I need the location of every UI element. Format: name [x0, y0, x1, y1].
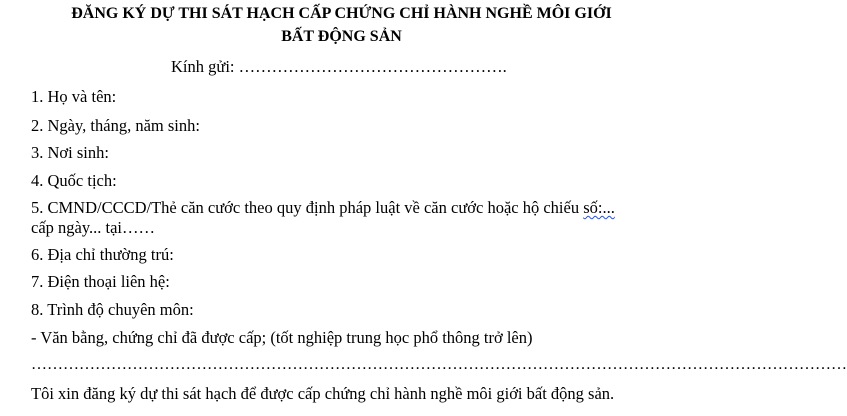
kinh-gui-line: Kính gửi: …………………………………………. [171, 57, 507, 76]
field-dia-chi: 6. Địa chỉ thường trú: [31, 245, 174, 264]
closing-statement: Tôi xin đăng ký dự thi sát hạch để được cấp chứng chỉ hành nghề môi giới bất động sản. [31, 384, 615, 403]
field-cmnd [31, 198, 615, 217]
field-dien-thoai: 7. Điện thoại liên hệ: [31, 272, 170, 291]
field-van-bang: - Văn bằng, chứng chỉ đã được cấp; (tốt nghiệp trung học phổ thông trở lên) [31, 328, 533, 347]
document-title-line1: ĐĂNG KÝ DỰ THI SÁT HẠCH CẤP CHỨNG CHỈ HÀNH NGHỀ MÔI GIỚI [71, 5, 612, 22]
field-cmnd-so: số:... [583, 198, 615, 217]
field-ho-ten: 1. Họ và tên: [31, 87, 117, 106]
field-cmnd-prefix: 5. CMND/CCCD/Thẻ căn cước theo quy định pháp luật về căn cước hoặc hộ chiếu [31, 198, 584, 217]
dotted-fill-line: ……………………………………………………………………………………………………………………………………… [31, 356, 847, 373]
field-noi-sinh: 3. Nơi sinh: [31, 143, 109, 162]
field-trinh-do: 8. Trình độ chuyên môn: [31, 300, 194, 319]
field-quoc-tich: 4. Quốc tịch: [31, 171, 117, 190]
field-cmnd-line2: cấp ngày... tại…… [31, 218, 156, 237]
field-ngay-sinh: 2. Ngày, tháng, năm sinh: [31, 116, 200, 135]
document-title-line2: BẤT ĐỘNG SẢN [281, 28, 402, 45]
